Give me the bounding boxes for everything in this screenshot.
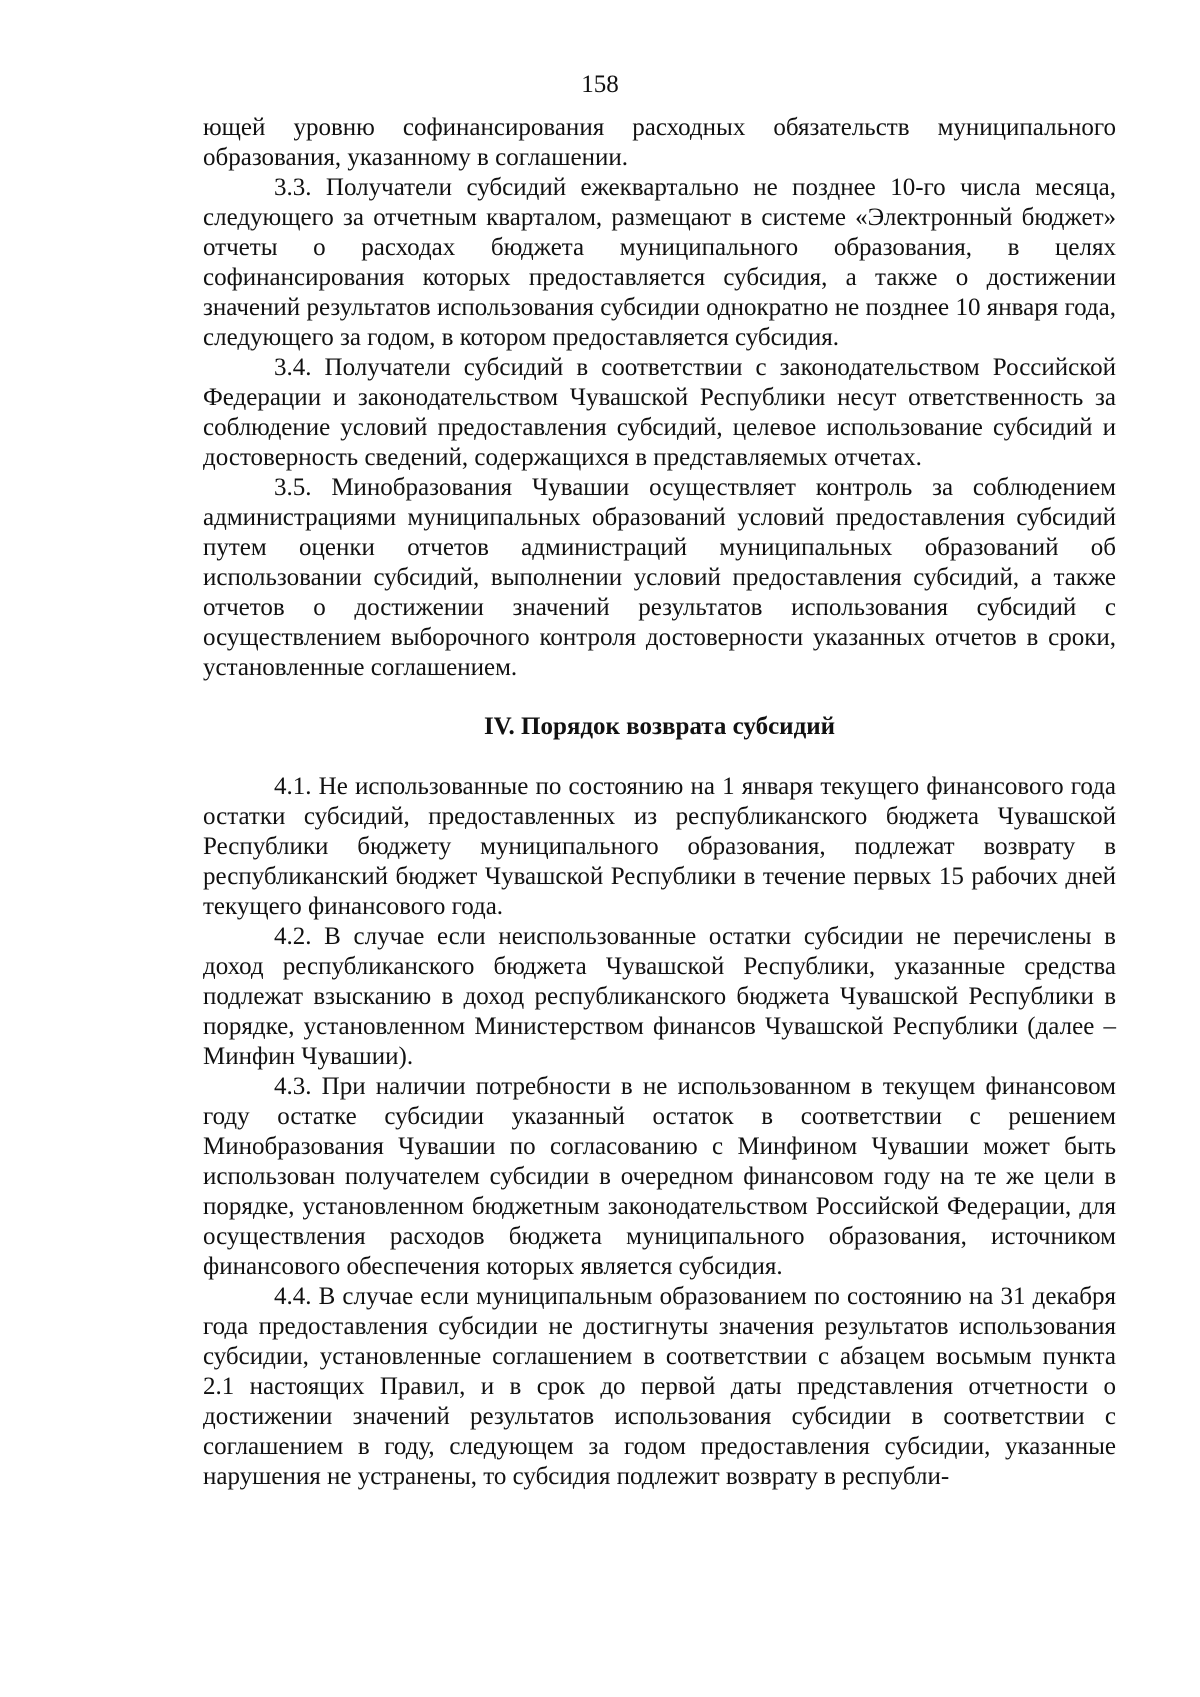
paragraph-4-3: 4.3. При наличии потребности в не использованном в текущем финансовом году остатке субсидии указанный остаток в соответствии с решением Минобразования Чувашии по согласованию с Минфином Чувашии может быть использован получателем субсидии в очередном финансовом году на те же цели в порядке, установленном бюджетным законодательством Российской Федерации, для осуществления расходов бюджета муниципального образования, источником финансового обеспечения которых является субсидия. bbox=[203, 1073, 1116, 1280]
paragraph-4-1: 4.1. Не использованные по состоянию на 1 января текущего финансового года остатки субсидий, предоставленных из республиканского бюджета Чувашской Республики бюджету муниципального образования, подлежат возврату в республиканский бюджет Чувашской Республики в течение первых 15 рабочих дней текущего финансового года. bbox=[203, 773, 1116, 920]
section-title: IV. Порядок возврата субсидий bbox=[483, 713, 836, 740]
paragraph-3-3: 3.3. Получатели субсидий ежеквартально не позднее 10-го числа месяца, следующего за отчетным кварталом, размещают в системе «Электронный бюджет» отчеты о расходах бюджета муниципального образования, в целях софинансирования которых предоставляется субсидия, а также о достижении значений результатов использования субсидии однократно не позднее 10 января года, следующего за годом, в котором предоставляется субсидия. bbox=[203, 174, 1116, 351]
paragraph-continuation: ющей уровню софинансирования расходных обязательств муниципального образования, указанному в соглашении. bbox=[203, 114, 1116, 171]
paragraph-4-4: 4.4. В случае если муниципальным образованием по состоянию на 31 декабря года предоставления субсидии не достигнуты значения результатов использования субсидии, установленные соглашением в соответствии с абзацем восьмым пункта 2.1 настоящих Правил, и в срок до первой даты представления отчетности о достижении значений результатов использования субсидии в соответствии с соглашением в году, следующем за годом предоставления субсидии, указанные нарушения не устранены, то субсидия подлежит возврату в республи- bbox=[203, 1283, 1116, 1490]
paragraph-3-5: 3.5. Минобразования Чувашии осуществляет контроль за соблюдением администрациями муниципальных образований условий предоставления субсидий путем оценки отчетов администраций муниципальных образований об использовании субсидий, выполнении условий предоставления субсидий, а также отчетов о достижении значений результатов использования субсидий с осуществлением выборочного контроля достоверности указанных отчетов в сроки, установленные соглашением. bbox=[203, 474, 1116, 681]
paragraph-3-4: 3.4. Получатели субсидий в соответствии с законодательством Российской Федерации и законодательством Чувашской Республики несут ответственность за соблюдение условий предоставления субсидий, целевое использование субсидий и достоверность сведений, содержащихся в представляемых отчетах. bbox=[203, 354, 1116, 471]
page-number: 158 bbox=[581, 71, 619, 98]
paragraph-4-2: 4.2. В случае если неиспользованные остатки субсидии не перечислены в доход республиканского бюджета Чувашской Республики, указанные средства подлежат взысканию в доход республиканского бюджета Чувашской Республики в порядке, установленном Министерством финансов Чувашской Республики (далее – Минфин Чувашии). bbox=[203, 923, 1116, 1070]
document-body bbox=[203, 113, 1116, 1492]
